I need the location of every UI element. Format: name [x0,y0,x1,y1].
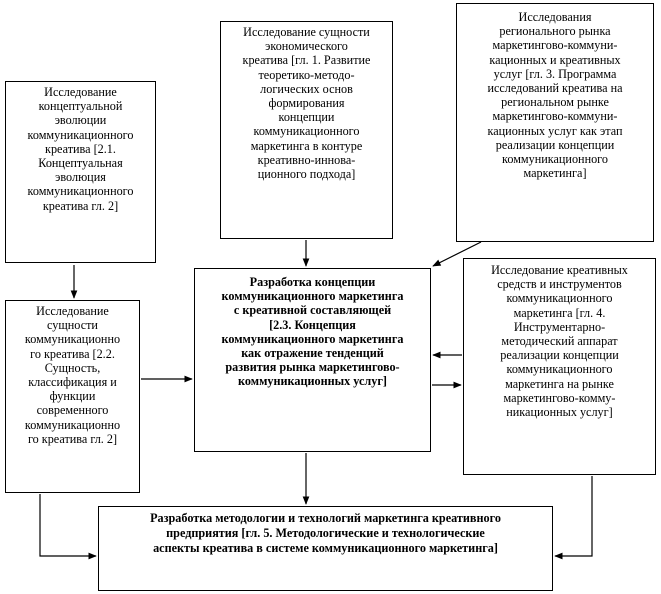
box-line: современного [36,403,109,418]
box-line: эволюция [55,170,106,185]
box-line: маркетингово-комму- [503,390,616,405]
box-line: креатива гл. 2] [42,198,119,213]
box-line: маркетинга в контуре [250,138,363,153]
box-line: Разработка методологии и технологий маркетинга креативного [150,511,501,525]
box-line: Концептуальная [38,156,123,171]
box-line: экономического [265,39,348,54]
box-line: регионального рынка [499,24,611,39]
box-line: кационных и креативных [489,52,621,67]
box-line: с креативной составляющей [233,303,392,318]
box-line: реализации концепции [500,348,619,363]
box-line: аспекты креатива в системе коммуникационного маркетинга] [153,541,498,555]
box-line: го креатива [2.2. [30,346,115,361]
box-line: креативно-иннова- [257,152,356,167]
box-line: ционного подхода] [257,167,356,182]
box-line: средств и инструментов [497,277,622,292]
box-line: Исследования [518,10,592,24]
box-line: развития рынка маркетингово- [225,360,400,375]
box-line: формирования [268,96,345,111]
box-line: маркетинга на рынке [505,376,614,391]
box-line: го креатива гл. 2] [27,431,118,446]
box-line: маркетинга] [523,166,587,181]
box-line: предприятия [гл. 5. Методологические и технологические [166,526,485,540]
box-line: коммуникационного [27,127,134,142]
arrow-essence-to-methodology [40,494,96,556]
box-line: Исследование креативных [491,263,628,277]
box-line: методический аппарат [501,334,618,349]
box-line: как отражение тенденций [241,346,384,361]
box-line: концепции [278,110,335,125]
box-line: Сущность, [44,360,101,375]
box-line: коммуникационного [502,152,608,167]
box-line: Инструментарно- [513,319,606,334]
box-line: реализации концепции [495,137,615,152]
box-line: Разработка концепции [249,275,376,289]
box-line: кационных услуг как этап [487,123,623,138]
box-line: исследований креатива на [487,81,623,96]
box-line: эволюции [54,113,107,128]
box-line: маркетингово-коммуни- [492,109,618,124]
box-line: коммуникационного маркетинга [221,331,404,346]
box-line: никационных услуг] [506,405,613,420]
box-line: услуг [гл. 3. Программа [493,66,617,81]
box-line: Исследование [36,304,109,318]
box-line: коммуникационных услуг] [238,374,387,389]
arrow-regional-to-concept [433,242,481,266]
box-line: коммуникационного [506,362,613,377]
box-line: коммуникационно [24,332,121,347]
box-line: Исследование сущности [243,25,370,39]
box-line: региональном рынке [501,95,609,110]
box-line: концептуальной [38,99,123,114]
box-line: коммуникационного маркетинга [221,289,404,304]
box-line: коммуникационного [253,124,360,139]
box-line: маркетинга [гл. 4. [513,305,606,320]
box-line: функции [49,389,96,404]
box-line: коммуникационно [24,417,121,432]
box-line: креатива [гл. 1. Развитие [242,53,371,68]
box-line: коммуникационного [506,291,613,306]
arrow-means-to-methodology [555,476,592,556]
box-line: [2.3. Концепция [269,317,356,332]
box-line: классификация и [28,375,117,390]
box-line: маркетингово-коммуни- [492,38,618,53]
box-line: Исследование [44,85,117,99]
box-line: теоретико-методо- [258,67,355,82]
box-line: креатива [2.1. [45,141,116,156]
box-line: коммуникационного [27,184,134,199]
box-line: сущности [47,318,98,333]
box-line: логических основ [260,81,353,96]
